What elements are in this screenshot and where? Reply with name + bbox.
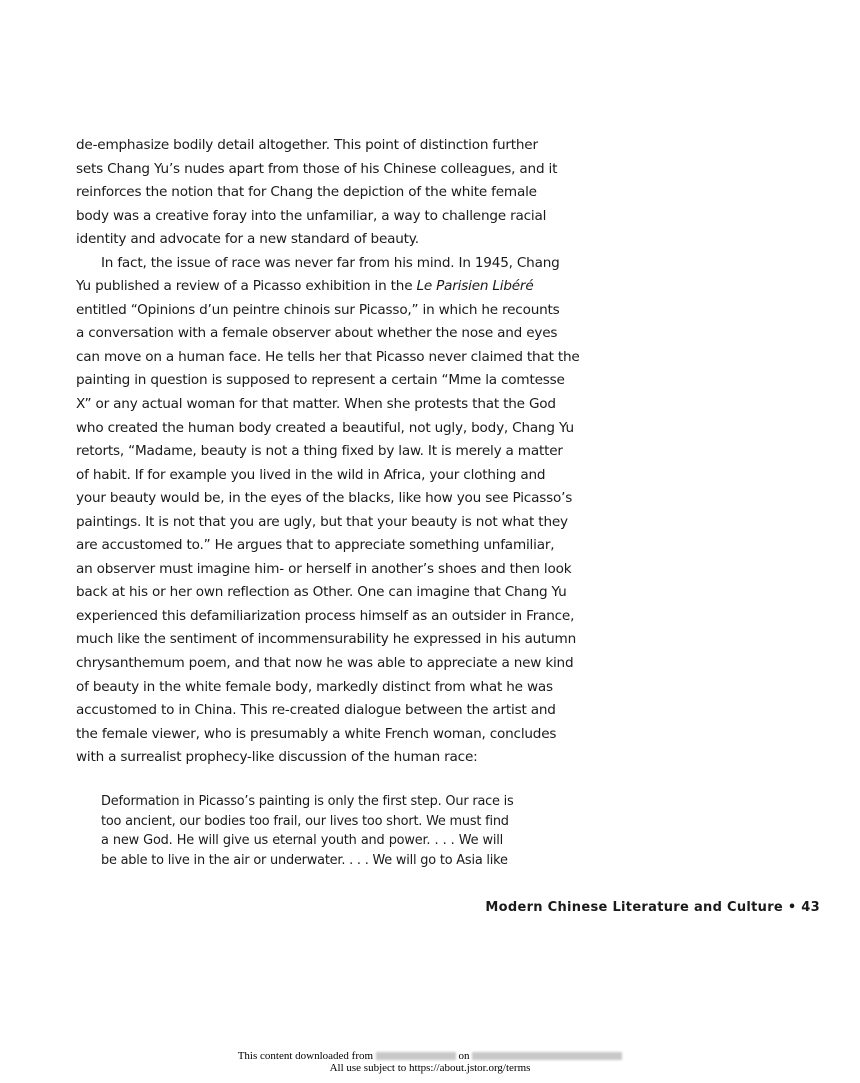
body-text xyxy=(76,134,580,770)
text-line: experienced this defamiliarization process himself as an outsider in France, xyxy=(76,607,575,624)
text-line: who created the human body created a beautiful, not ugly, body, Chang Yu xyxy=(76,419,574,436)
text-line: retorts, “Madame, beauty is not a thing fixed by law. It is merely a matter xyxy=(76,443,563,460)
paragraph-2 xyxy=(76,252,580,770)
text-line: can move on a human face. He tells her that Picasso never claimed that the xyxy=(76,348,580,365)
text-line: of beauty in the white female body, markedly distinct from what he was xyxy=(76,678,553,695)
text-line: the female viewer, who is presumably a white French woman, concludes xyxy=(76,725,557,742)
text-line: too ancient, our bodies too frail, our lives too short. We must find xyxy=(101,813,509,829)
download-line: This content downloaded from on xyxy=(0,1050,860,1062)
text-line: a new God. He will give us eternal youth and power. . . . We will xyxy=(101,833,503,849)
text-line: body was a creative foray into the unfamiliar, a way to challenge racial xyxy=(76,207,547,224)
redacted-ip xyxy=(376,1052,456,1060)
text-line: painting in question is supposed to represent a certain “Mme la comtesse xyxy=(76,372,565,389)
text-line: sets Chang Yu’s nudes apart from those of his Chinese colleagues, and it xyxy=(76,160,558,177)
text-line: chrysanthemum poem, and that now he was able to appreciate a new kind xyxy=(76,655,574,672)
text-line: Deformation in Picasso’s painting is only the first step. Our race is xyxy=(101,794,514,809)
text-line: back at his or her own reflection as Other. One can imagine that Chang Yu xyxy=(76,584,567,601)
text-line: X” or any actual woman for that matter. When she protests that the God xyxy=(76,396,556,413)
paragraph-1 xyxy=(76,134,558,252)
running-footer: Modern Chinese Literature and Culture • 43 xyxy=(485,900,820,915)
text-line: In fact, the issue of race was never far from his mind. In 1945, Chang xyxy=(101,254,560,271)
text-line: an observer must imagine him- or herself in another’s shoes and then look xyxy=(76,560,572,577)
redacted-date xyxy=(472,1052,622,1060)
text-line: accustomed to in China. This re-created dialogue between the artist and xyxy=(76,702,556,719)
text-line: are accustomed to.” He argues that to appreciate something unfamiliar, xyxy=(76,537,555,554)
jstor-download-notice xyxy=(0,1050,860,1074)
blockquote xyxy=(101,792,514,870)
text-line: a conversation with a female observer about whether the nose and eyes xyxy=(76,325,558,342)
terms-line: All use subject to https://about.jstor.org/terms xyxy=(329,1062,531,1074)
text-line: your beauty would be, in the eyes of the blacks, like how you see Picasso’s xyxy=(76,490,573,507)
text-line: reinforces the notion that for Chang the depiction of the white female xyxy=(76,184,537,201)
text-line: entitled “Opinions d’un peintre chinois sur Picasso,” in which he recounts xyxy=(76,301,560,318)
text-line: identity and advocate for a new standard of beauty. xyxy=(76,231,419,248)
text-line: Yu published a review of a Picasso exhibition in the Le Parisien Libéré xyxy=(76,278,534,295)
text-line: of habit. If for example you lived in the wild in Africa, your clothing and xyxy=(76,466,546,483)
text-line: much like the sentiment of incommensurability he expressed in his autumn xyxy=(76,631,576,648)
text-line: with a surrealist prophecy-like discussion of the human race: xyxy=(76,749,478,766)
text-line: paintings. It is not that you are ugly, but that your beauty is not what they xyxy=(76,513,568,530)
text-line: be able to live in the air or underwater. . . . We will go to Asia like xyxy=(101,852,508,868)
newspaper-title: Le Parisien Libéré xyxy=(416,278,534,295)
text-line: de-emphasize bodily detail altogether. This point of distinction further xyxy=(76,137,538,153)
